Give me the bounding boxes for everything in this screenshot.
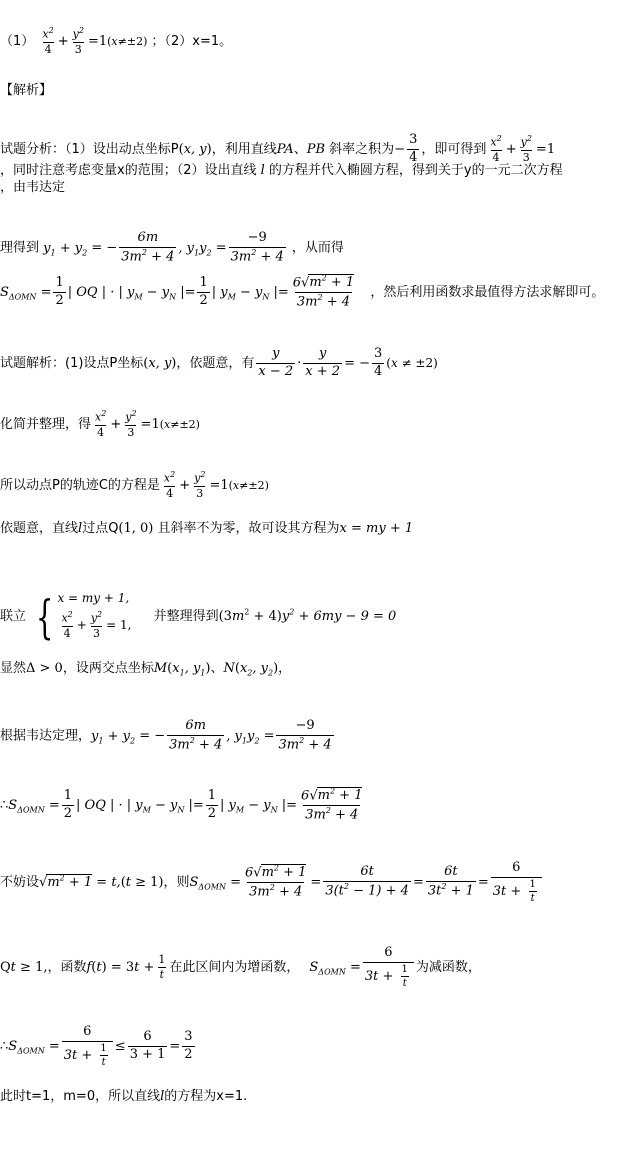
analysis-line-2: ，同时注意考虑变量x的范围；（2）设出直线 l 的方程并代入椭圆方程，得到关于y的一元二次方程 bbox=[0, 163, 563, 178]
solution-text: 化简并整理，得 bbox=[0, 417, 92, 433]
solution-text: 并整理得到 bbox=[153, 609, 219, 625]
analysis-heading: 【解析】 bbox=[0, 83, 53, 98]
analysis-text: ，同时注意考虑变量x的范围；（2）设出直线 bbox=[0, 163, 257, 178]
analysis-text: 试题分析：（1）设出动点坐标P bbox=[0, 141, 179, 157]
solution-text: 且斜率不为零，故可设其方程为 bbox=[157, 521, 340, 536]
analysis-line-5: $S_{\Delta OMN}$ = $\frac{1}{2}$ | OQ | · | $y_M - y_N$ |= $\frac{1}{2}$ | $y_M - y_N$ |= $\frac{6√m^2 + 1}{3m^2 + 4}$ ，然后利用函数求最值得方法求解即可。 bbox=[0, 274, 605, 310]
solution-line-2: 化简并整理，得 $\frac{x^2}{4}$ + $\frac{y^2}{3}$ =1(x≠±2) bbox=[0, 409, 200, 439]
solution-text: ， bbox=[278, 661, 292, 676]
analysis-text: ，从而得 bbox=[291, 240, 344, 256]
analysis-text: 、 bbox=[293, 141, 307, 157]
solution-text: 不妨设 bbox=[0, 874, 40, 890]
solution-line-4: 依题意，直线l过点Q(1, 0) 且斜率不为零，故可设其方程为x = my + 1 bbox=[0, 521, 414, 536]
analysis-text: ，利用直线 bbox=[211, 141, 277, 157]
solution-line-10: Qt ≥ 1,，函数f(t) = 3t + $\frac{1}{t}$ 在此区间内为增函数， $S_{\Delta OMN}$ = 6 3t + $\frac{1}{t}$ 为减函数， bbox=[0, 945, 481, 989]
solution-line-8: $\therefore S_{\Delta OMN}$ = $\frac{1}{2}$ | OQ | · | $y_M - y_N$ |= $\frac{1}{2}$ | $y_M - y_N$ |= $\frac{6√m^2 + 1}{3m^2 + 4}$ bbox=[0, 787, 363, 823]
solution-text: 联立 bbox=[0, 609, 27, 625]
solution-text: 此时t=1，m=0，所以直线 bbox=[0, 1089, 161, 1104]
solution-line-11: $\therefore S_{\Delta OMN}$ = 6 3t + $\frac{1}{t}$ ≤ $\frac{6}{3 + 1}$ = $\frac{3}{2}$ bbox=[0, 1024, 193, 1068]
solution-text: 所以动点P的轨迹C的方程是 bbox=[0, 478, 160, 494]
solution-text: 依题意，直线 bbox=[0, 521, 79, 536]
answer-label: （1） bbox=[0, 34, 35, 50]
solution-text: 根据韦达定理， bbox=[0, 728, 92, 744]
solution-text: ，函数 bbox=[47, 959, 87, 975]
solution-text: 试题解析：(1)设点P坐标 bbox=[0, 355, 144, 371]
solution-text: ，依题意，有 bbox=[176, 355, 255, 371]
solution-line-5: 联立 { x = my + 1, $\frac{x^2}{4}$ + $\frac{y^2}{3}$ = 1, 并整理得到$(3m^2 + 4)y^2 + 6my - 9 = 0$ bbox=[0, 589, 397, 644]
answer-line: （1） $\frac{x^2}{4}$ + $\frac{y^2}{3}$ =1(x≠±2) ；（2）x=1。 bbox=[0, 26, 233, 56]
solution-line-7: 根据韦达定理，$y_1 + y_2$ = − $\frac{6m}{3m^2 + 4}$ , $y_1y_2$ = $\frac{-9}{3m^2 + 4}$ bbox=[0, 718, 332, 753]
analysis-text: 理得到 bbox=[0, 240, 40, 256]
analysis-line-4: 理得到 $y_1 + y_2$ = − $\frac{6m}{3m^2 + 4}$ , $y_1y_2$ = $\frac{-9}{3m^2 + 4}$ ，从而得 bbox=[0, 230, 344, 265]
solution-text: 显然 bbox=[0, 661, 27, 676]
solution-text: ，设两交点坐标 bbox=[62, 661, 154, 676]
analysis-text: ，即可得到 bbox=[421, 141, 487, 157]
solution-line-1: 试题解析：(1)设点P坐标(x, y)，依题意，有 $\frac{y}{x - 2}$ · $\frac{y}{x + 2}$ = − $\frac{3}{4}$ (x ≠ ±2) bbox=[0, 346, 438, 379]
solution-text: 的方程为x=1. bbox=[164, 1089, 248, 1104]
solution-text: 、 bbox=[210, 661, 224, 676]
solution-text: 在此区间内为增函数， bbox=[169, 959, 300, 975]
solution-line-12: 此时t=1，m=0，所以直线l的方程为x=1. bbox=[0, 1089, 248, 1104]
analysis-line-3: ，由韦达定 bbox=[0, 180, 66, 195]
analysis-text: 的方程并代入椭圆方程，得到关于y的一元二次方程 bbox=[268, 163, 563, 178]
solution-text: ，则 bbox=[163, 874, 190, 890]
solution-line-6: 显然Δ > 0，设两交点坐标$M(x_1$, $y_1$)、$N(x_2$, $y_2$)， bbox=[0, 661, 292, 678]
analysis-text: 斜率之积为 bbox=[329, 141, 395, 157]
solution-line-9: 不妨设$√m^2 + 1 = t,(t \ge 1)$，则$S_{\Delta OMN}$ = $\frac{6√m^2 + 1}{3m^2 + 4}$ = $\frac{6t}{3(t^2 - 1) + 4}$ = $\frac{6t}{3t^2 + 1}$ = 6 3t + $\frac{1}{t}$ bbox=[0, 860, 544, 905]
analysis-line-1: 试题分析：（1）设出动点坐标P(x, y)，利用直线PA、PB 斜率之积为− $\frac{3}{4}$ ，即可得到 $\frac{x^2}{4}$ + $\frac{y^2}{3}$ =1 bbox=[0, 132, 556, 165]
solution-text: 为减函数， bbox=[415, 959, 481, 975]
answer-part2: ；（2）x=1。 bbox=[151, 34, 233, 50]
solution-text: 过点Q bbox=[82, 521, 119, 536]
analysis-text: ，然后利用函数求最值得方法求解即可。 bbox=[370, 285, 605, 301]
solution-line-3: 所以动点P的轨迹C的方程是 $\frac{x^2}{4}$ + $\frac{y^2}{3}$ =1(x≠±2) bbox=[0, 470, 269, 500]
